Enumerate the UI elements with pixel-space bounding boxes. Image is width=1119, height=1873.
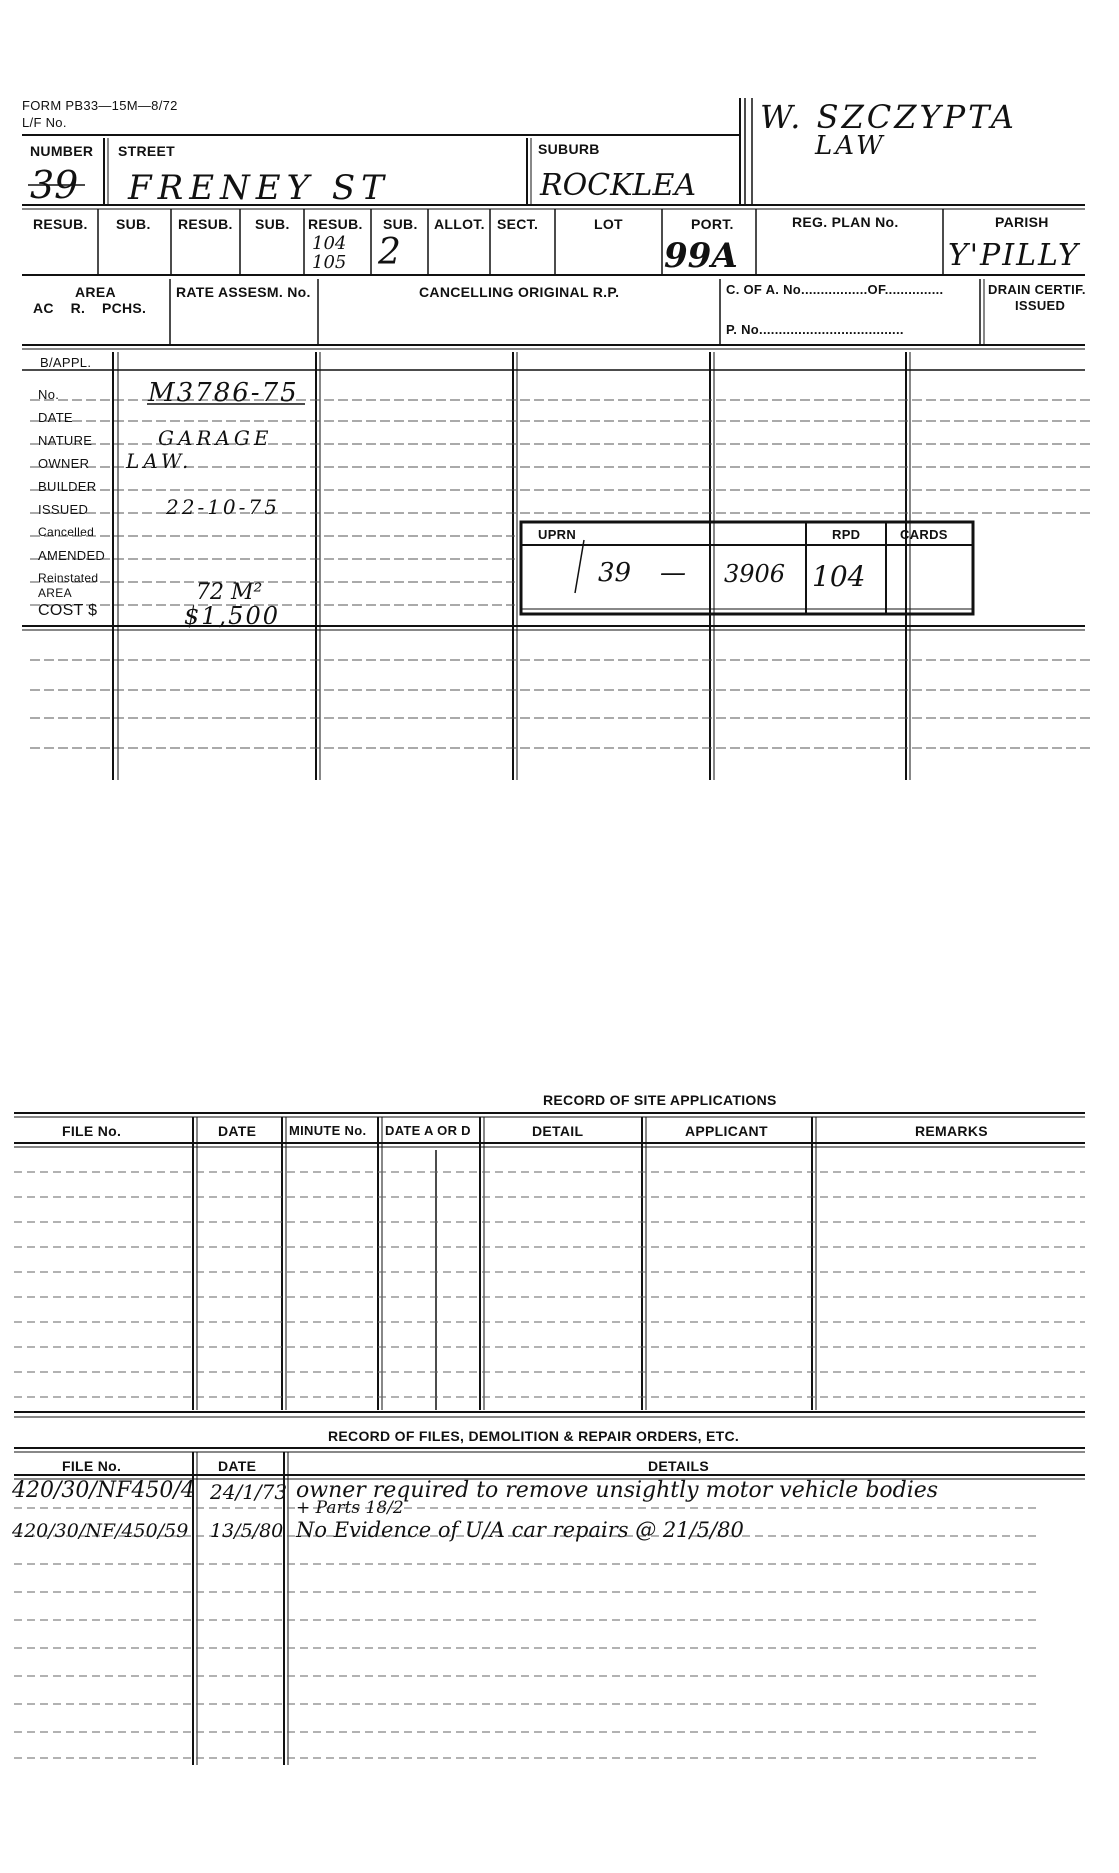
owner-label: OWNER [38, 456, 90, 471]
cost-label: COST $ [38, 602, 98, 619]
reinstated-label: Reinstated [38, 571, 99, 585]
issued-label: ISSUED [38, 502, 89, 517]
lot-label: LOT [594, 216, 623, 232]
resub-label-1: RESUB. [33, 216, 88, 232]
street-label: STREET [118, 143, 176, 159]
rate-assesm-label: RATE ASSESM. No. [176, 284, 311, 300]
resub-label-3: RESUB. [308, 216, 363, 232]
port-value: 99A [664, 236, 738, 276]
date-label: DATE [38, 410, 73, 425]
uprn-value-a: 39 [598, 558, 632, 588]
area-label-bappl: AREA [38, 586, 72, 600]
files-row-2-date: 13/5/80 [210, 1520, 284, 1542]
site-col-file-no: FILE No. [62, 1123, 122, 1139]
reg-plan-label: REG. PLAN No. [792, 214, 899, 230]
uprn-value-b: 3906 [724, 560, 786, 588]
sub-value: 2 [378, 232, 401, 273]
files-col-details: DETAILS [648, 1458, 709, 1474]
cancelled-label: Cancelled [38, 525, 95, 539]
owner-note-line1: W. SZCZYPTA [760, 98, 1017, 136]
b-appl-label: B/APPL. [40, 355, 92, 370]
cancelling-label: CANCELLING ORIGINAL R.P. [419, 284, 620, 300]
owner-note-line2: LAW [815, 131, 886, 161]
cards-label: CARDS [900, 527, 948, 542]
port-label: PORT. [691, 216, 734, 232]
amended-label: AMENDED [38, 548, 106, 563]
files-row-1-file-no: 420/30/NF450/4 [12, 1478, 195, 1503]
site-applications-title: RECORD OF SITE APPLICATIONS [543, 1092, 777, 1108]
site-col-minute-no: MINUTE No. [289, 1123, 367, 1138]
drain-issued-label: ISSUED [1015, 298, 1066, 313]
resub-label-2: RESUB. [178, 216, 233, 232]
files-row-2-details: No Evidence of U/A car repairs @ 21/5/80 [296, 1518, 744, 1542]
lf-no-label: L/F No. [22, 115, 67, 130]
nature-value: GARAGE [158, 426, 273, 450]
resub-value-top: 104 [312, 233, 347, 254]
suburb-label: SUBURB [538, 141, 600, 157]
files-col-date: DATE [218, 1458, 257, 1474]
parish-value: Y'PILLY [948, 238, 1080, 273]
builder-label: BUILDER [38, 479, 97, 494]
c-of-a-label: C. OF A. No.................OF............... [726, 282, 944, 297]
cost-value: $1,500 [184, 602, 280, 630]
sect-label: SECT. [497, 216, 539, 232]
files-record-title: RECORD OF FILES, DEMOLITION & REPAIR ORDERS, ETC. [328, 1428, 740, 1444]
parish-label: PARISH [995, 214, 1049, 230]
area-label: AREA [75, 284, 116, 300]
site-col-detail: DETAIL [532, 1123, 584, 1139]
b-appl-no-value: M3786-75 [148, 378, 299, 408]
number-label: NUMBER [30, 143, 94, 159]
uprn-dash: — [660, 558, 686, 588]
files-col-file-no: FILE No. [62, 1458, 122, 1474]
resub-value-bottom: 105 [312, 252, 347, 273]
no-label: No. [38, 387, 60, 402]
form-code: FORM PB33—15M—8/72 [22, 98, 178, 113]
site-col-remarks: REMARKS [915, 1123, 988, 1139]
suburb-value: ROCKLEA [540, 168, 697, 203]
nature-label: NATURE [38, 433, 93, 448]
site-col-applicant: APPLICANT [685, 1123, 768, 1139]
files-row-2-file-no: 420/30/NF/450/59 [12, 1520, 189, 1542]
sub-label-2: SUB. [255, 216, 290, 232]
files-row-1-details: owner required to remove unsightly motor vehicle bodies [296, 1478, 939, 1503]
number-value: 39 [30, 163, 79, 207]
ac-r-pchs-label: AC R. PCHS. [33, 300, 147, 316]
p-no-label: P. No..................................... [726, 322, 904, 337]
rpd-value: 104 [812, 560, 866, 593]
issued-value: 22-10-75 [166, 495, 280, 519]
sub-label-3: SUB. [383, 216, 418, 232]
uprn-label: UPRN [538, 527, 577, 542]
rpd-label: RPD [832, 527, 861, 542]
owner-value: LAW. [126, 449, 193, 473]
site-col-date: DATE [218, 1123, 257, 1139]
site-col-date-a-or-d: DATE A OR D [385, 1123, 471, 1138]
allot-label: ALLOT. [434, 216, 485, 232]
street-value: FRENEY ST [128, 168, 390, 208]
files-row-1-details-cont: + Parts 18/2 [296, 1498, 404, 1518]
area-value: 72 M² [196, 580, 263, 605]
files-row-1-date: 24/1/73 [210, 1480, 288, 1504]
sub-label-1: SUB. [116, 216, 151, 232]
drain-certif-label: DRAIN CERTIF. [988, 282, 1086, 297]
